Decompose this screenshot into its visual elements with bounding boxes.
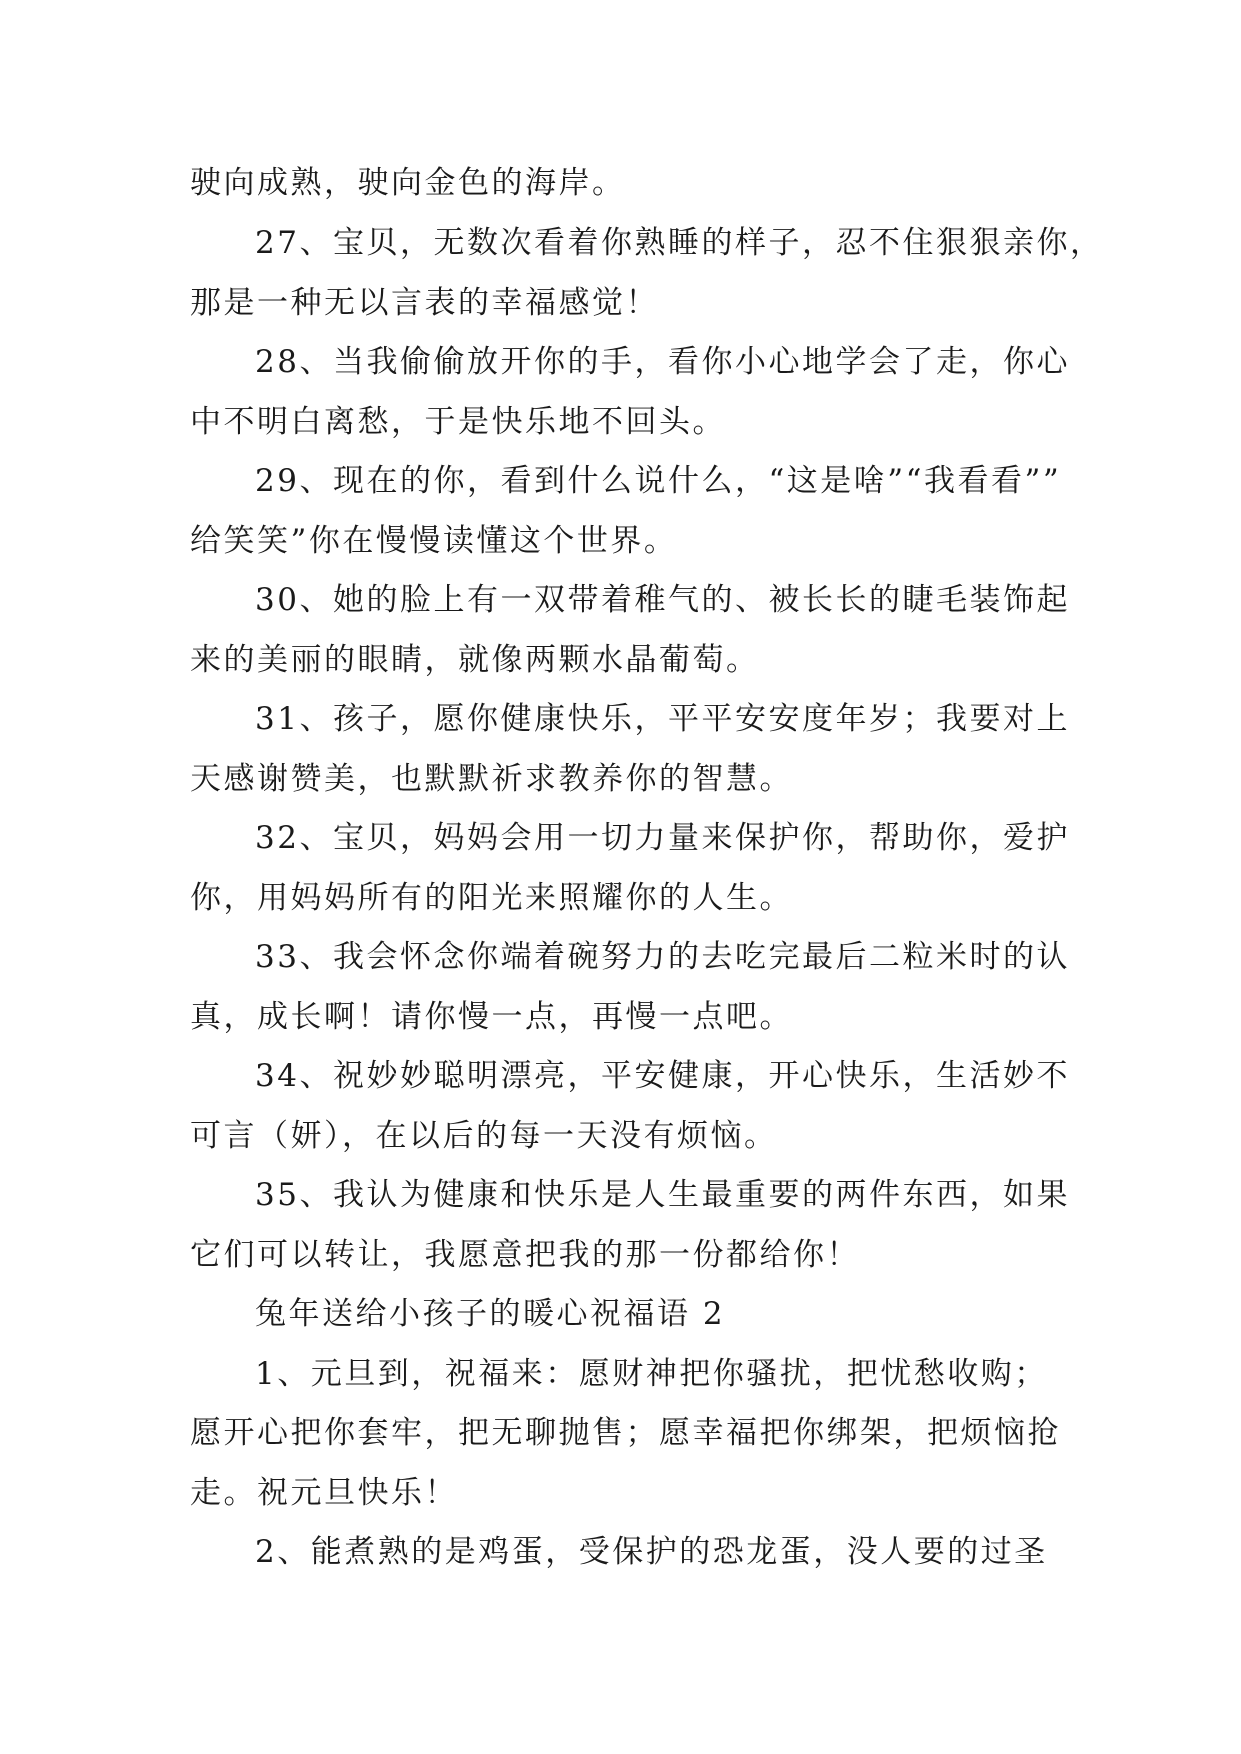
paragraph-30-line-2: 来的美丽的眼睛，就像两颗水晶葡萄。 [190,642,760,678]
paragraph-27-line-2: 那是一种无以言表的幸福感觉！ [190,285,659,321]
paragraph-1-line-3: 走。祝元旦快乐！ [190,1475,458,1511]
paragraph-34-line-2: 可言（妍），在以后的每一天没有烦恼。 [190,1118,778,1154]
paragraph-35-line-1: 35、我认为健康和快乐是人生最重要的两件东西，如果 [255,1177,1070,1213]
paragraph-34-line-1: 34、祝妙妙聪明漂亮，平安健康，开心快乐，生活妙不 [255,1058,1070,1094]
paragraph-1-line-1: 1、元旦到，祝福来：愿财神把你骚扰，把忧愁收购； [255,1356,1048,1392]
paragraph-33-line-1: 33、我会怀念你端着碗努力的去吃完最后二粒米时的认 [255,939,1070,975]
paragraph-28-line-1: 28、当我偷偷放开你的手，看你小心地学会了走，你心 [255,344,1070,380]
section-heading: 兔年送给小孩子的暖心祝福语 2 [255,1296,726,1332]
paragraph-35-line-2: 它们可以转让，我愿意把我的那一份都给你！ [190,1237,860,1273]
paragraph-32-line-2: 你，用妈妈所有的阳光来照耀你的人生。 [190,880,793,916]
paragraph-32-line-1: 32、宝贝，妈妈会用一切力量来保护你，帮助你，爱护 [255,820,1070,856]
paragraph-29-line-2: 给笑笑”你在慢慢读懂这个世界。 [190,523,678,559]
paragraph-30-line-1: 30、她的脸上有一双带着稚气的、被长长的睫毛装饰起 [255,582,1070,618]
text-line: 驶向成熟，驶向金色的海岸。 [190,165,626,201]
paragraph-29-line-1: 29、现在的你，看到什么说什么，“这是啥”“我看看”” [255,463,1062,499]
paragraph-33-line-2: 真，成长啊！请你慢一点，再慢一点吧。 [190,999,793,1035]
paragraph-31-line-1: 31、孩子，愿你健康快乐，平平安安度年岁；我要对上 [255,701,1070,737]
paragraph-2-line-1: 2、能煮熟的是鸡蛋，受保护的恐龙蛋，没人要的过圣 [255,1534,1048,1570]
paragraph-1-line-2: 愿开心把你套牢，把无聊抛售；愿幸福把你绑架，把烦恼抢 [190,1415,1061,1451]
paragraph-28-line-2: 中不明白离愁，于是快乐地不回头。 [190,404,726,440]
paragraph-31-line-2: 天感谢赞美，也默默祈求教养你的智慧。 [190,761,793,797]
paragraph-27-line-1: 27、宝贝，无数次看着你熟睡的样子，忍不住狠狠亲你， [255,225,1104,261]
